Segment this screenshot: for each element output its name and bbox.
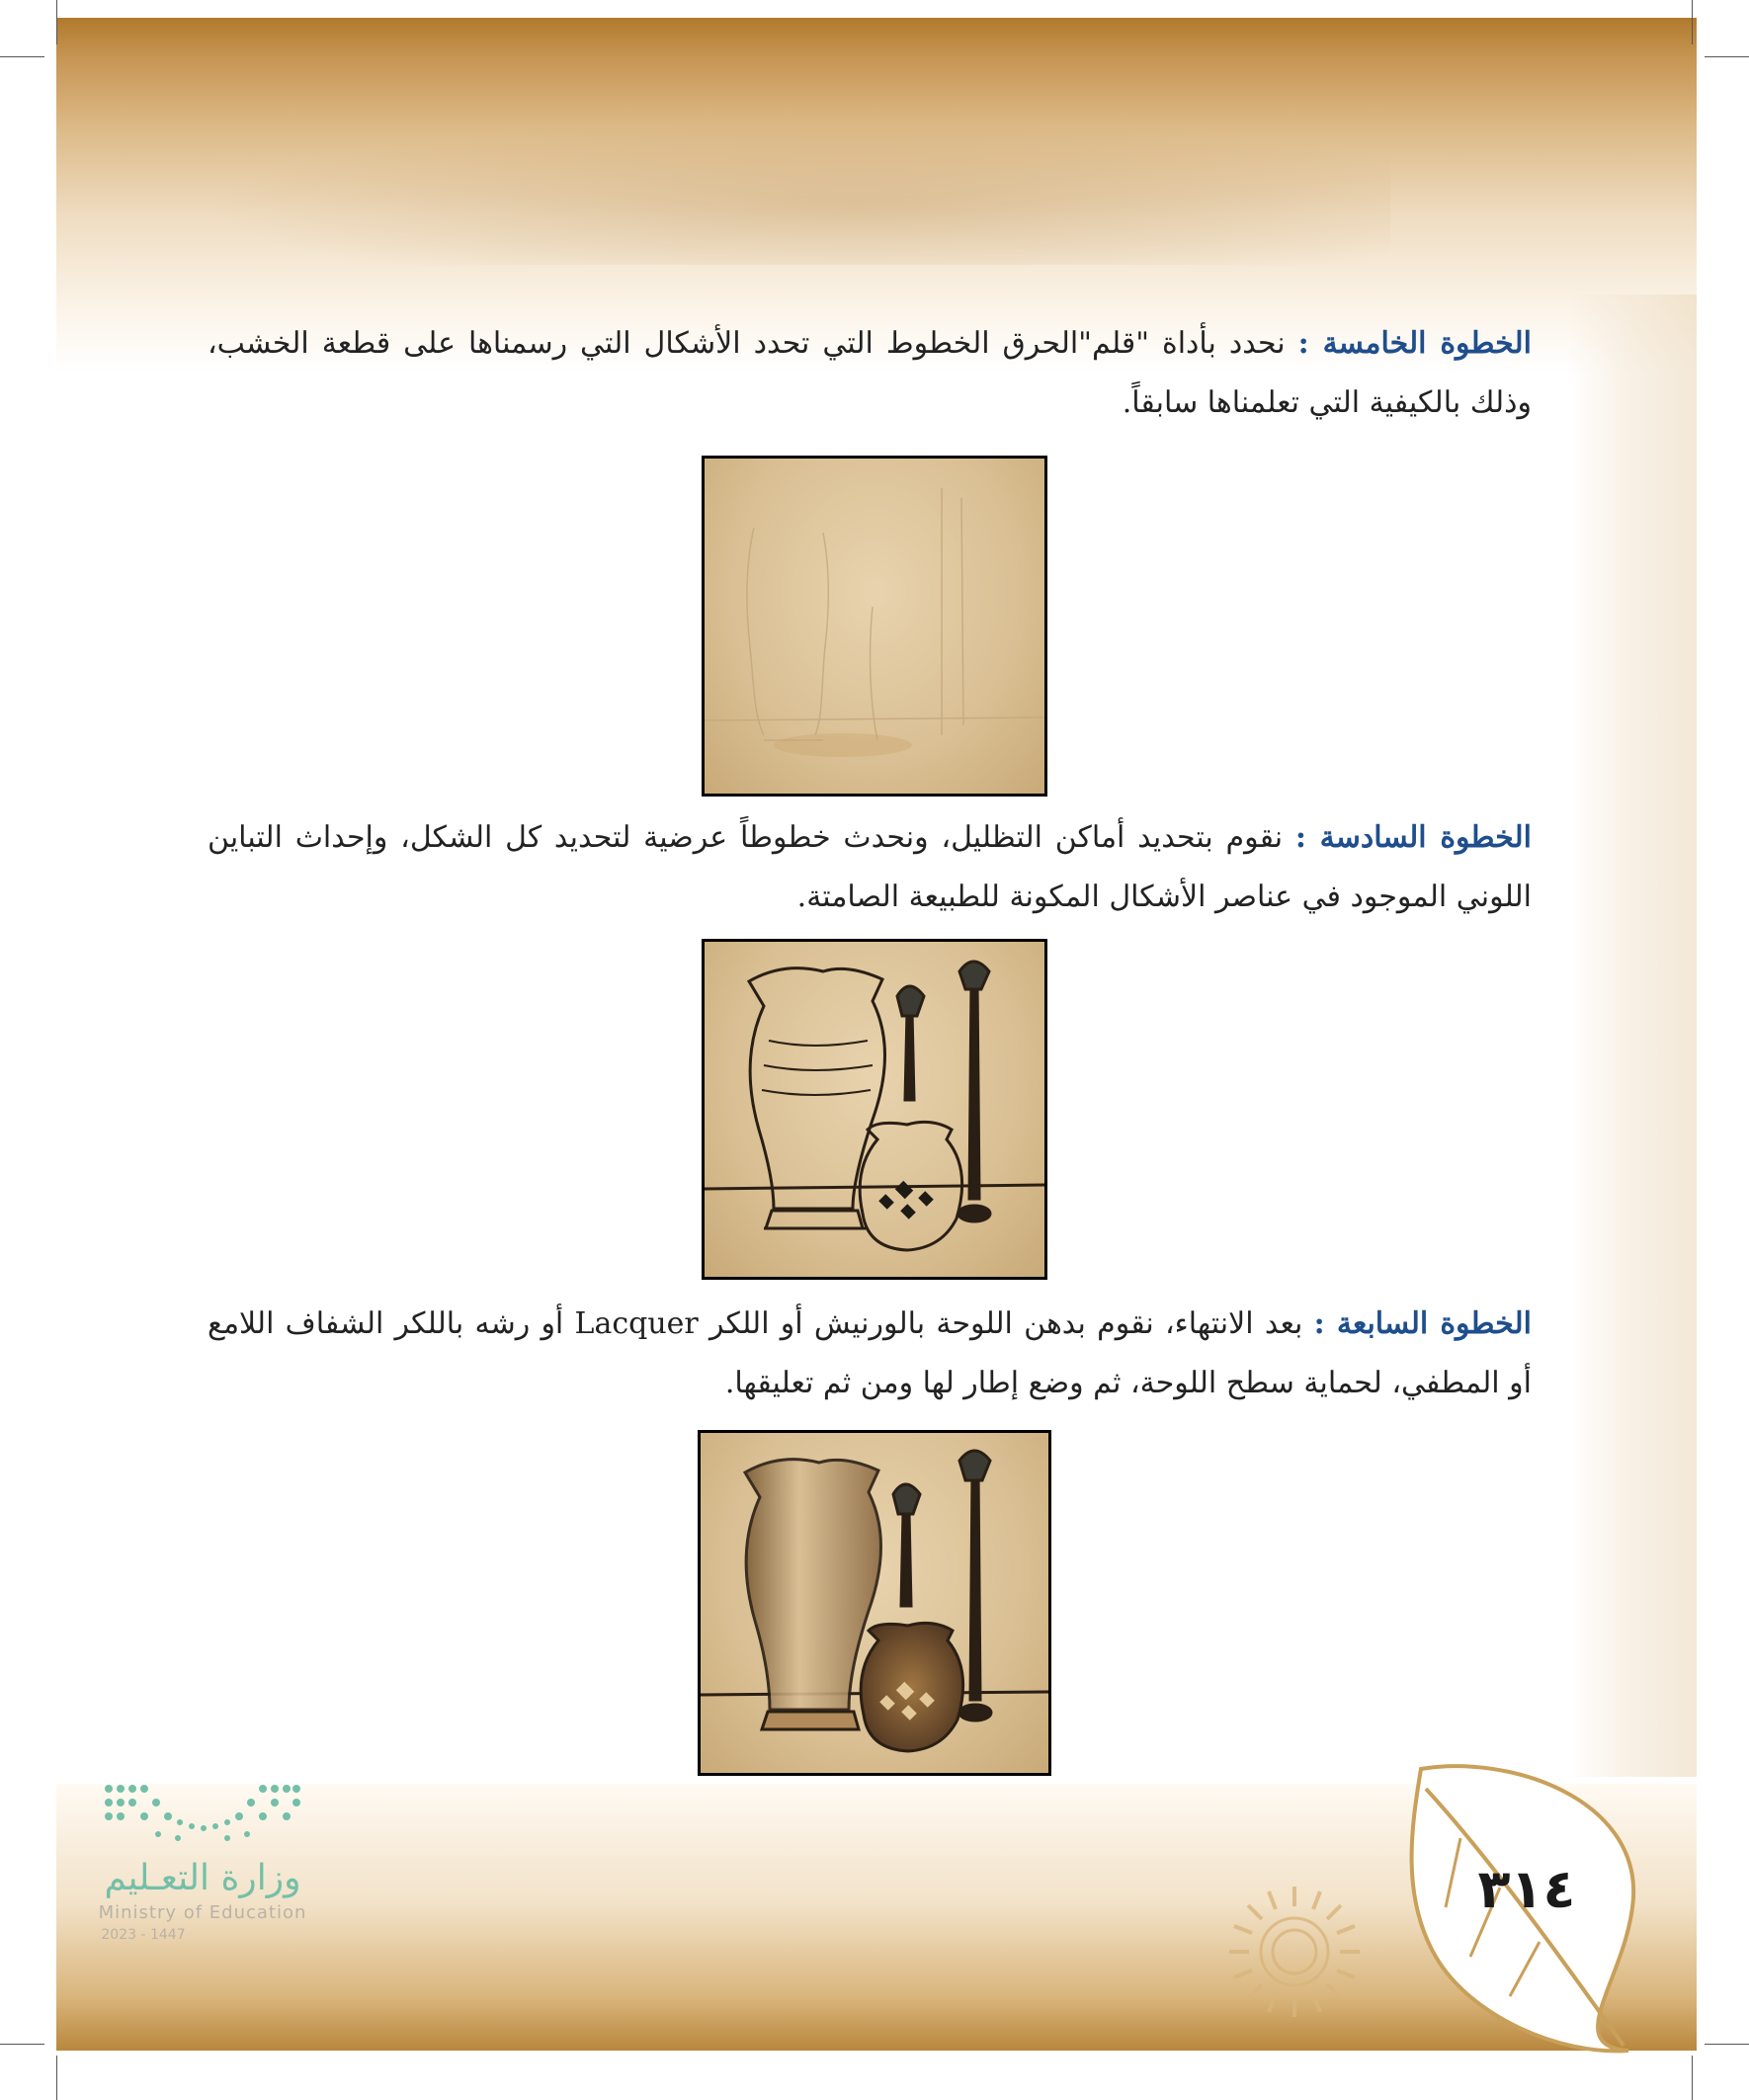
logo-dots-icon	[99, 1779, 306, 1848]
header-decoration	[205, 117, 1390, 265]
step-five-title: الخطوة الخامسة :	[1297, 326, 1532, 361]
step-six-title: الخطوة السادسة :	[1294, 820, 1533, 855]
step-five-photo	[702, 456, 1047, 797]
step-five-paragraph	[208, 314, 1532, 433]
crop-mark	[56, 2056, 57, 2100]
crop-mark	[1705, 2044, 1749, 2045]
logo-english-text: Ministry of Education	[98, 1902, 307, 1923]
crop-mark	[1692, 0, 1693, 44]
logo-year-text: 2023 - 1447	[101, 1927, 186, 1943]
side-decoration	[1568, 294, 1697, 1777]
step-five-text: نحدد بأداة "قلم"الحرق الخطوط التي تحدد الأشكال التي رسمناها على قطعة الخشب، وذلك بالكيفية التي تعلمناها سابقاً.	[208, 326, 1532, 420]
step-seven-paragraph	[208, 1295, 1532, 1413]
logo-arabic-text: وزارة التعـليم	[104, 1858, 301, 1898]
step-seven-title: الخطوة السابعة :	[1313, 1306, 1532, 1341]
crop-mark	[1705, 56, 1749, 57]
ministry-logo	[89, 1779, 326, 1943]
crop-mark	[1692, 2056, 1693, 2100]
crop-mark	[0, 56, 44, 57]
page-number: ٣١٤	[1477, 1858, 1576, 1920]
step-seven-photo	[698, 1430, 1051, 1776]
step-six-photo	[702, 939, 1047, 1280]
sun-ornament-icon	[1225, 1883, 1364, 2021]
crop-mark	[0, 2044, 44, 2045]
step-six-text: نقوم بتحديد أماكن التظليل، ونحدث خطوطاً عرضية لتحديد كل الشكل، وإحداث التباين اللوني الموجود في عناصر الأشكال المكونة للطبيعة الصامتة.	[208, 820, 1532, 914]
step-seven-text: بعد الانتهاء، نقوم بدهن اللوحة بالورنيش أو اللكر Lacquer أو رشه باللكر الشفاف اللامع أو المطفي، لحماية سطح اللوحة، ثم وضع إطار لها ومن ثم تعليقها.	[208, 1306, 1532, 1400]
step-six-paragraph	[208, 808, 1532, 927]
crop-mark	[56, 0, 57, 44]
